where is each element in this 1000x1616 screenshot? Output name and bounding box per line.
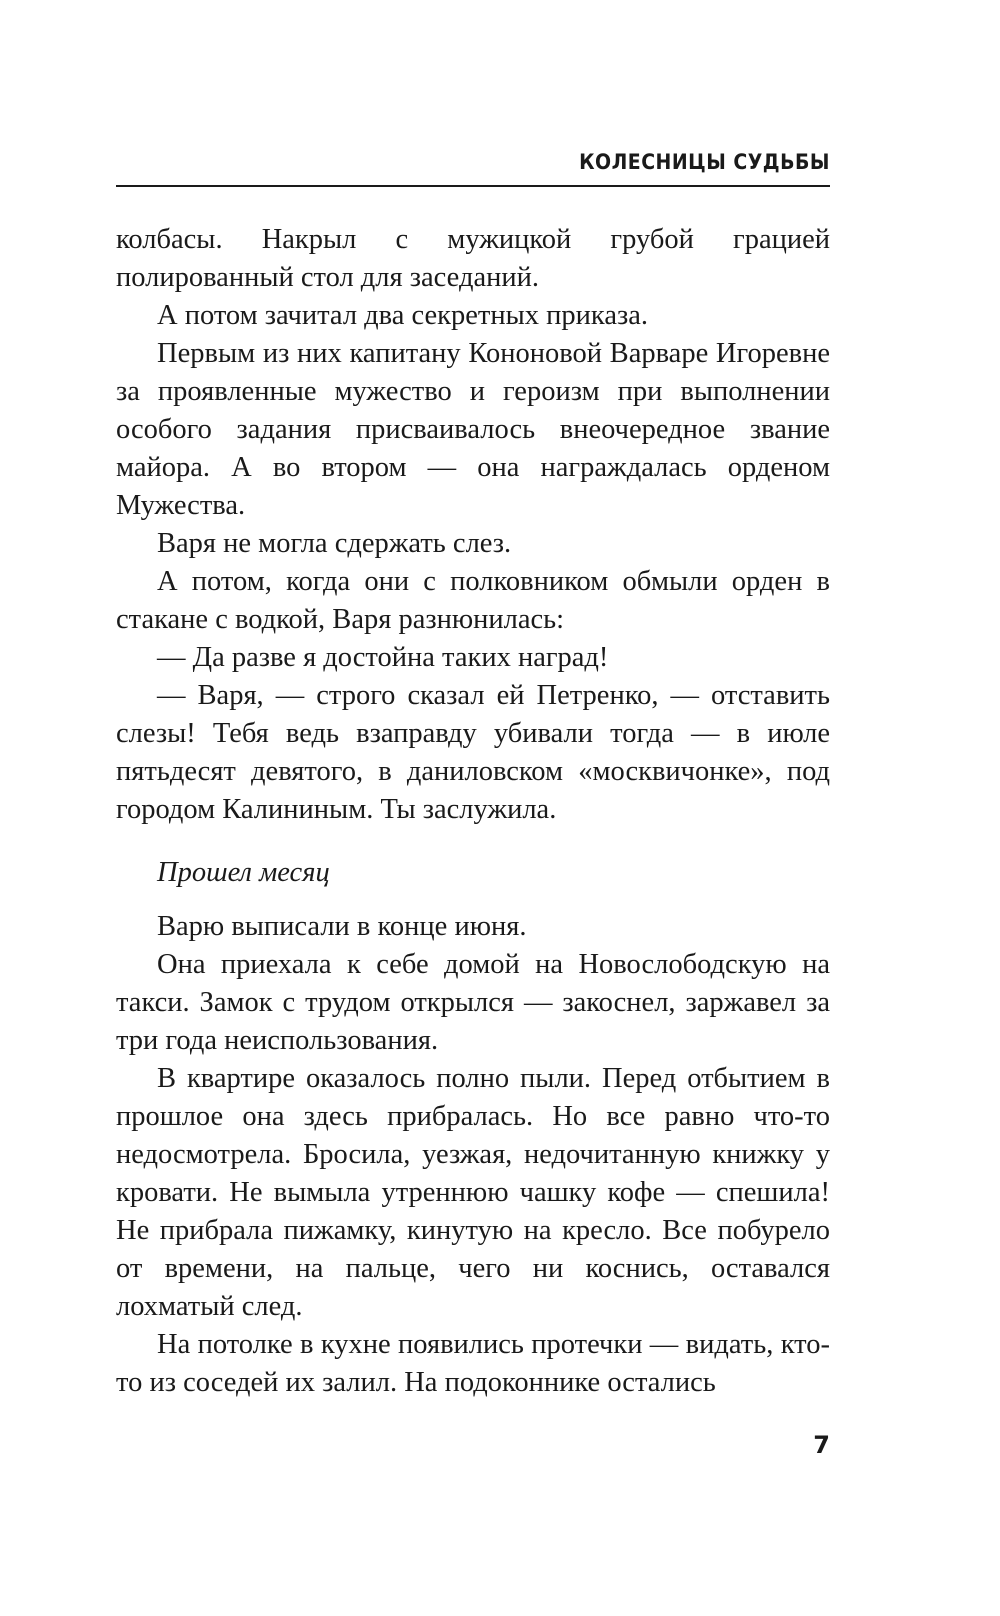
paragraph: На потолке в кухне появились протечки — видать, кто-то из соседей их залил. На подоконнике остались <box>116 1329 830 1398</box>
body-text <box>116 221 830 1402</box>
paragraph: А потом, когда они с полковником обмыли орден в стакане с водкой, Варя разнюнилась: <box>116 566 830 635</box>
header-rule <box>116 185 830 187</box>
page-number: 7 <box>813 1431 830 1459</box>
running-head: КОЛЕСНИЦЫ СУДЬБЫ <box>579 150 830 174</box>
paragraph: Варю выписали в конце июня. <box>157 911 527 942</box>
paragraph: Варя не могла сдержать слез. <box>157 528 512 559</box>
paragraph: колбасы. Накрыл с мужицкой грубой грацией полированный стол для заседаний. <box>116 224 830 293</box>
paragraph: В квартире оказалось полно пыли. Перед отбытием в прошлое она здесь прибралась. Но все равно что-то недосмотрела. Бросила, уезжая, недочитанную книжку у кровати. Не вымыла утреннюю чашку кофе — спешила! Не прибрала пижамку, кинутую на кресло. Все побурело от времени, на пальце, чего ни коснись, оставался лохматый след. <box>116 1063 830 1322</box>
paragraph: Она приехала к себе домой на Новослободскую на такси. Замок с трудом открылся — закоснел, заржавел за три года неиспользования. <box>116 949 830 1056</box>
paragraph: — Да разве я достойна таких наград! <box>157 642 609 673</box>
section-title: Прошел месяц <box>157 857 330 888</box>
paragraph: А потом зачитал два секретных приказа. <box>157 300 649 331</box>
paragraph: Первым из них капитану Кононовой Варваре Игоревне за проявленные мужество и героизм при выполнении особого задания присваивалось внеочередное звание майора. А во втором — она награждалась орденом Мужества. <box>116 338 830 521</box>
paragraph: — Варя, — строго сказал ей Петренко, — отставить слезы! Тебя ведь взаправду убивали тогда — в июле пятьдесят девятого, в даниловском «москвичонке», под городом Калининым. Ты заслужила. <box>116 680 830 825</box>
